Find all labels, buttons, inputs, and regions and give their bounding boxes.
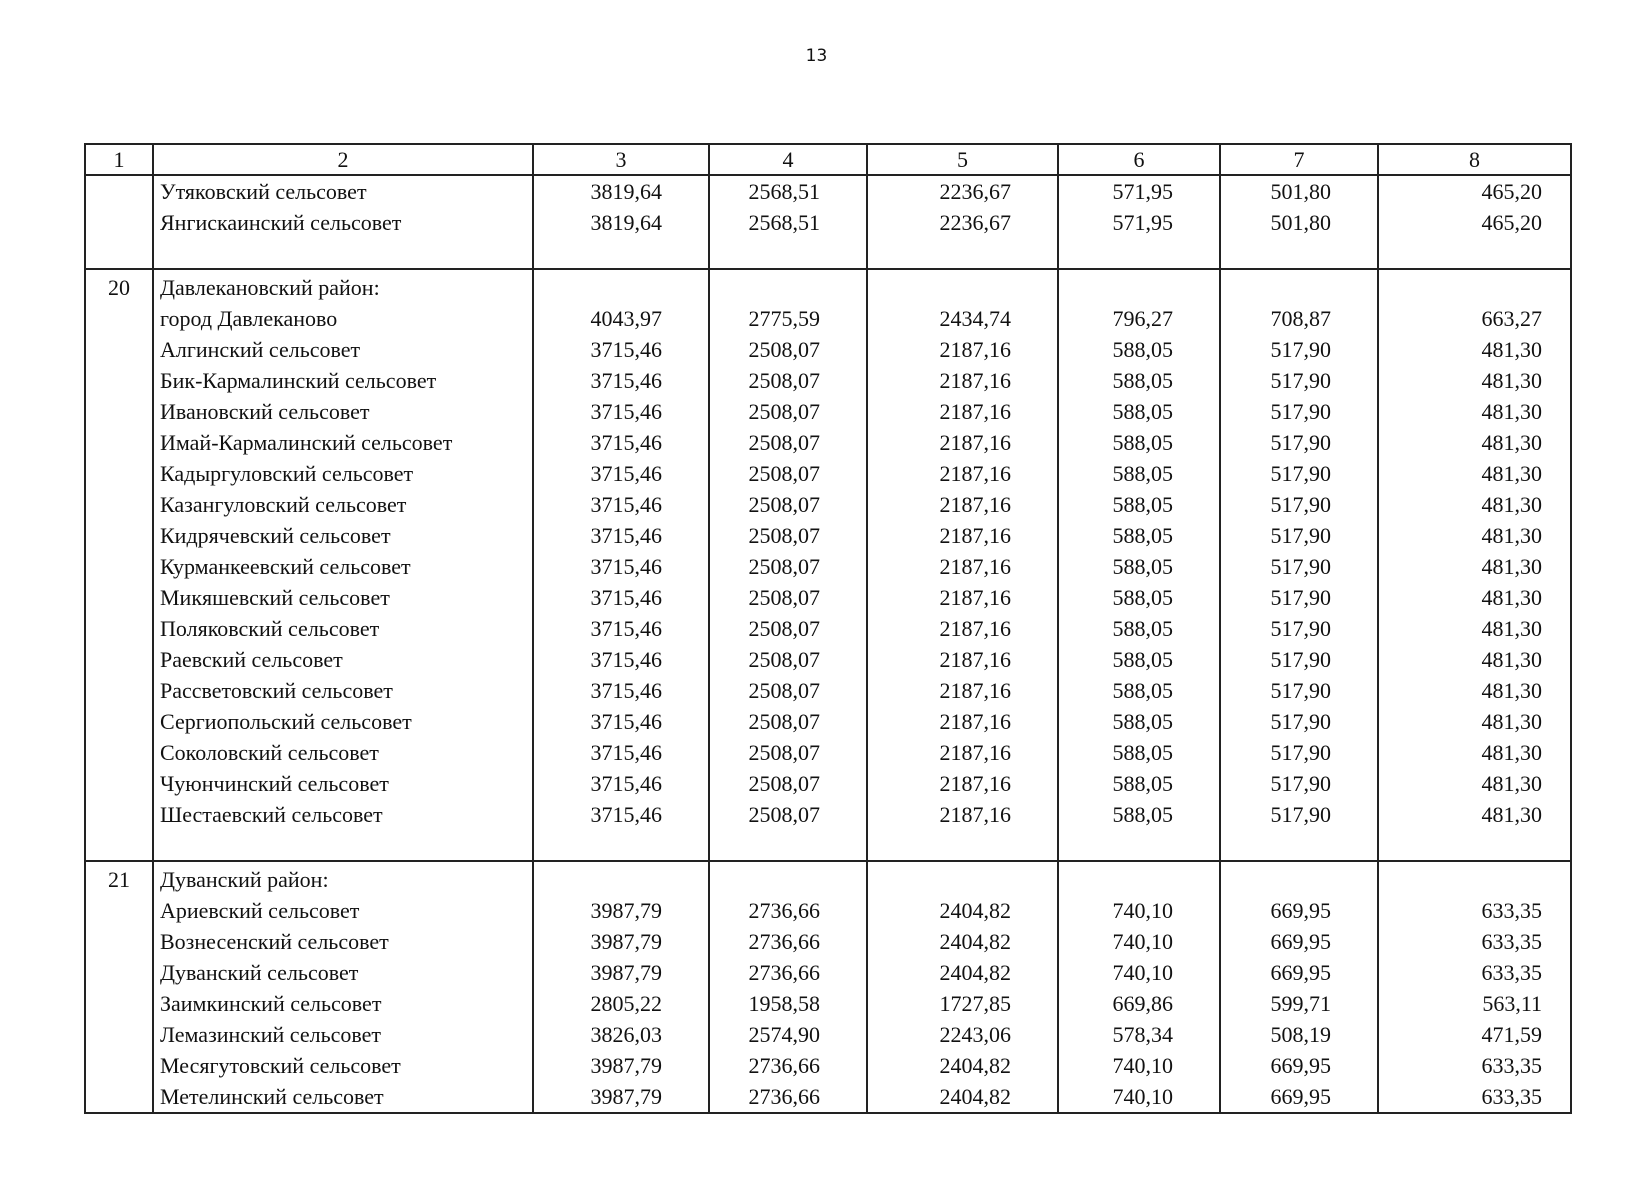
column-number-8: 8 [1378, 144, 1571, 175]
row-value-col5: 2187,16 [867, 737, 1058, 768]
row-value-col5: 2187,16 [867, 582, 1058, 613]
row-value-col3: 3715,46 [533, 799, 709, 830]
row-value-col3: 3715,46 [533, 706, 709, 737]
row-value-col8: 481,30 [1378, 365, 1571, 396]
table-row [85, 768, 1571, 799]
row-name: Чуюнчинский сельсовет [153, 768, 533, 799]
row-value-col8: 471,59 [1378, 1019, 1571, 1050]
column-number-5: 5 [867, 144, 1058, 175]
row-value-col7: 517,90 [1220, 365, 1378, 396]
spacer-cell [1378, 830, 1571, 861]
row-value-col6: 796,27 [1058, 303, 1220, 334]
row-value-col6: 588,05 [1058, 365, 1220, 396]
row-value-col6: 588,05 [1058, 644, 1220, 675]
row-value-col4: 2508,07 [709, 582, 867, 613]
table-row [85, 520, 1571, 551]
row-value-col7: 517,90 [1220, 644, 1378, 675]
row-name: Вознесенский сельсовет [153, 926, 533, 957]
row-value-col3: 3819,64 [533, 175, 709, 207]
row-name: Кадыргуловский сельсовет [153, 458, 533, 489]
row-index [85, 957, 153, 988]
row-name: Ариевский сельсовет [153, 895, 533, 926]
table-row [85, 737, 1571, 768]
column-number-2: 2 [153, 144, 533, 175]
row-name: Лемазинский сельсовет [153, 1019, 533, 1050]
row-value-col5: 2404,82 [867, 957, 1058, 988]
row-value-col4: 2508,07 [709, 768, 867, 799]
row-value-col5: 1727,85 [867, 988, 1058, 1019]
row-value-col6: 588,05 [1058, 675, 1220, 706]
row-value-col5: 2243,06 [867, 1019, 1058, 1050]
row-value-col4: 2508,07 [709, 365, 867, 396]
row-value-col6: 669,86 [1058, 988, 1220, 1019]
row-index [85, 926, 153, 957]
row-value-col5 [867, 861, 1058, 895]
row-value-col4: 2508,07 [709, 427, 867, 458]
row-value-col7: 669,95 [1220, 1050, 1378, 1081]
spacer-cell [533, 238, 709, 269]
row-name: Раевский сельсовет [153, 644, 533, 675]
row-value-col5: 2187,16 [867, 334, 1058, 365]
column-number-6: 6 [1058, 144, 1220, 175]
row-value-col7: 517,90 [1220, 551, 1378, 582]
row-value-col4: 2736,66 [709, 1050, 867, 1081]
row-value-col7 [1220, 861, 1378, 895]
row-name: Давлекановский район: [153, 269, 533, 303]
row-value-col8: 481,30 [1378, 768, 1571, 799]
row-value-col4: 2736,66 [709, 1081, 867, 1113]
row-name: Янгискаинский сельсовет [153, 207, 533, 238]
row-name: Поляковский сельсовет [153, 613, 533, 644]
row-value-col7: 517,90 [1220, 396, 1378, 427]
table-row [85, 706, 1571, 737]
table-row [85, 799, 1571, 830]
row-index [85, 458, 153, 489]
spacer-cell [1220, 830, 1378, 861]
row-index: 21 [85, 861, 153, 895]
row-value-col8: 633,35 [1378, 926, 1571, 957]
row-value-col8 [1378, 269, 1571, 303]
group-spacer-row [85, 830, 1571, 861]
row-value-col5: 2236,67 [867, 207, 1058, 238]
row-index [85, 489, 153, 520]
row-value-col5: 2187,16 [867, 675, 1058, 706]
rates-table [84, 143, 1572, 1114]
spacer-cell [153, 830, 533, 861]
row-name: Рассветовский сельсовет [153, 675, 533, 706]
row-value-col7: 669,95 [1220, 1081, 1378, 1113]
row-value-col4: 2508,07 [709, 520, 867, 551]
row-value-col8: 633,35 [1378, 1081, 1571, 1113]
row-index: 20 [85, 269, 153, 303]
row-name: Алгинский сельсовет [153, 334, 533, 365]
table-row [85, 207, 1571, 238]
row-index [85, 613, 153, 644]
row-value-col5: 2187,16 [867, 365, 1058, 396]
row-value-col5: 2187,16 [867, 644, 1058, 675]
row-index [85, 1081, 153, 1113]
row-index [85, 334, 153, 365]
table-row [85, 957, 1571, 988]
table-header-row [85, 144, 1571, 175]
row-value-col7: 669,95 [1220, 926, 1378, 957]
row-value-col3 [533, 269, 709, 303]
row-value-col8: 481,30 [1378, 644, 1571, 675]
table-row [85, 582, 1571, 613]
row-value-col3: 3715,46 [533, 551, 709, 582]
row-value-col4: 2508,07 [709, 334, 867, 365]
row-value-col6: 740,10 [1058, 1050, 1220, 1081]
row-name: Бик-Кармалинский сельсовет [153, 365, 533, 396]
spacer-cell [533, 830, 709, 861]
row-name: Микяшевский сельсовет [153, 582, 533, 613]
row-value-col3: 3715,46 [533, 737, 709, 768]
row-value-col5: 2236,67 [867, 175, 1058, 207]
row-value-col3: 3715,46 [533, 396, 709, 427]
row-value-col8: 481,30 [1378, 458, 1571, 489]
row-value-col6: 571,95 [1058, 207, 1220, 238]
table-row [85, 365, 1571, 396]
spacer-cell [709, 238, 867, 269]
row-value-col4: 2508,07 [709, 644, 867, 675]
row-value-col6: 588,05 [1058, 582, 1220, 613]
row-value-col3: 4043,97 [533, 303, 709, 334]
row-value-col6: 740,10 [1058, 1081, 1220, 1113]
row-value-col8: 481,30 [1378, 706, 1571, 737]
row-value-col4: 2775,59 [709, 303, 867, 334]
row-value-col4: 2508,07 [709, 489, 867, 520]
row-value-col3: 3819,64 [533, 207, 709, 238]
row-value-col4 [709, 269, 867, 303]
row-index [85, 303, 153, 334]
table-row [85, 427, 1571, 458]
spacer-cell [867, 830, 1058, 861]
row-value-col8: 481,30 [1378, 427, 1571, 458]
row-value-col4: 2508,07 [709, 737, 867, 768]
row-value-col4: 2508,07 [709, 706, 867, 737]
row-value-col6: 588,05 [1058, 706, 1220, 737]
row-index [85, 427, 153, 458]
row-name: Казангуловский сельсовет [153, 489, 533, 520]
row-value-col4: 2508,07 [709, 675, 867, 706]
row-value-col3: 3987,79 [533, 926, 709, 957]
row-value-col8: 563,11 [1378, 988, 1571, 1019]
row-name: Заимкинский сельсовет [153, 988, 533, 1019]
row-value-col8: 481,30 [1378, 489, 1571, 520]
row-value-col7: 517,90 [1220, 427, 1378, 458]
row-index [85, 1019, 153, 1050]
row-value-col8: 465,20 [1378, 175, 1571, 207]
row-value-col7: 517,90 [1220, 768, 1378, 799]
table-row [85, 489, 1571, 520]
table-row [85, 458, 1571, 489]
row-name: город Давлеканово [153, 303, 533, 334]
row-index [85, 175, 153, 207]
row-value-col5: 2187,16 [867, 520, 1058, 551]
row-index [85, 706, 153, 737]
row-name: Сергиопольский сельсовет [153, 706, 533, 737]
row-value-col6: 588,05 [1058, 396, 1220, 427]
row-name: Курманкеевский сельсовет [153, 551, 533, 582]
row-value-col6 [1058, 269, 1220, 303]
row-value-col7: 517,90 [1220, 613, 1378, 644]
row-value-col6: 588,05 [1058, 799, 1220, 830]
row-value-col8: 633,35 [1378, 895, 1571, 926]
column-number-3: 3 [533, 144, 709, 175]
row-value-col6: 740,10 [1058, 895, 1220, 926]
row-value-col8: 481,30 [1378, 737, 1571, 768]
row-value-col8: 481,30 [1378, 582, 1571, 613]
row-value-col7: 599,71 [1220, 988, 1378, 1019]
row-value-col6: 571,95 [1058, 175, 1220, 207]
row-index [85, 396, 153, 427]
row-value-col8: 481,30 [1378, 675, 1571, 706]
spacer-cell [85, 238, 153, 269]
row-index [85, 988, 153, 1019]
row-value-col3: 3715,46 [533, 675, 709, 706]
column-number-4: 4 [709, 144, 867, 175]
row-value-col4: 2508,07 [709, 396, 867, 427]
row-value-col7: 669,95 [1220, 957, 1378, 988]
row-value-col3 [533, 861, 709, 895]
row-name: Ивановский сельсовет [153, 396, 533, 427]
row-value-col4: 2508,07 [709, 799, 867, 830]
row-value-col3: 3987,79 [533, 1050, 709, 1081]
row-value-col7: 517,90 [1220, 799, 1378, 830]
table-row [85, 334, 1571, 365]
row-value-col7: 517,90 [1220, 520, 1378, 551]
row-value-col5: 2404,82 [867, 1050, 1058, 1081]
row-value-col4: 2574,90 [709, 1019, 867, 1050]
table-row [85, 1050, 1571, 1081]
row-value-col6: 588,05 [1058, 613, 1220, 644]
row-value-col8: 633,35 [1378, 1050, 1571, 1081]
row-value-col5: 2187,16 [867, 427, 1058, 458]
row-index [85, 1050, 153, 1081]
row-value-col7: 501,80 [1220, 207, 1378, 238]
row-value-col3: 3715,46 [533, 613, 709, 644]
row-value-col3: 3715,46 [533, 458, 709, 489]
spacer-cell [1378, 238, 1571, 269]
column-number-7: 7 [1220, 144, 1378, 175]
row-name: Утяковский сельсовет [153, 175, 533, 207]
row-value-col8: 465,20 [1378, 207, 1571, 238]
row-value-col5: 2187,16 [867, 706, 1058, 737]
row-value-col8: 663,27 [1378, 303, 1571, 334]
row-index [85, 675, 153, 706]
row-value-col4: 2568,51 [709, 207, 867, 238]
row-value-col7: 517,90 [1220, 458, 1378, 489]
row-value-col8: 481,30 [1378, 334, 1571, 365]
row-index [85, 207, 153, 238]
row-name: Метелинский сельсовет [153, 1081, 533, 1113]
row-name: Соколовский сельсовет [153, 737, 533, 768]
row-value-col8: 481,30 [1378, 613, 1571, 644]
table-row [85, 644, 1571, 675]
row-name: Кидрячевский сельсовет [153, 520, 533, 551]
row-value-col5: 2187,16 [867, 396, 1058, 427]
row-name: Месягутовский сельсовет [153, 1050, 533, 1081]
row-index [85, 895, 153, 926]
row-value-col5: 2404,82 [867, 895, 1058, 926]
row-value-col4: 2568,51 [709, 175, 867, 207]
row-value-col3: 3715,46 [533, 644, 709, 675]
spacer-cell [1220, 238, 1378, 269]
row-index [85, 737, 153, 768]
table-row [85, 175, 1571, 207]
row-index [85, 365, 153, 396]
table-row [85, 675, 1571, 706]
row-value-col7: 517,90 [1220, 582, 1378, 613]
row-value-col6: 588,05 [1058, 334, 1220, 365]
row-value-col7: 669,95 [1220, 895, 1378, 926]
row-index [85, 582, 153, 613]
spacer-cell [1058, 238, 1220, 269]
row-value-col3: 2805,22 [533, 988, 709, 1019]
spacer-cell [153, 238, 533, 269]
row-value-col3: 3715,46 [533, 489, 709, 520]
page-number: 13 [805, 46, 828, 66]
row-value-col7: 501,80 [1220, 175, 1378, 207]
table-row [85, 269, 1571, 303]
row-value-col5: 2187,16 [867, 613, 1058, 644]
table-row [85, 303, 1571, 334]
spacer-cell [709, 830, 867, 861]
row-index [85, 768, 153, 799]
row-index [85, 799, 153, 830]
spacer-cell [85, 830, 153, 861]
row-name: Имай-Кармалинский сельсовет [153, 427, 533, 458]
row-value-col4: 1958,58 [709, 988, 867, 1019]
row-value-col3: 3715,46 [533, 582, 709, 613]
table-row [85, 895, 1571, 926]
row-value-col6: 588,05 [1058, 551, 1220, 582]
row-value-col6: 588,05 [1058, 427, 1220, 458]
row-value-col3: 3715,46 [533, 768, 709, 799]
table-row [85, 861, 1571, 895]
row-value-col5: 2187,16 [867, 551, 1058, 582]
row-value-col3: 3715,46 [533, 520, 709, 551]
row-value-col3: 3987,79 [533, 1081, 709, 1113]
table-row [85, 396, 1571, 427]
row-value-col6: 740,10 [1058, 957, 1220, 988]
column-number-1: 1 [85, 144, 153, 175]
row-value-col4: 2508,07 [709, 551, 867, 582]
row-value-col7: 517,90 [1220, 706, 1378, 737]
row-value-col3: 3826,03 [533, 1019, 709, 1050]
row-value-col4: 2736,66 [709, 957, 867, 988]
row-value-col8: 481,30 [1378, 551, 1571, 582]
row-value-col5: 2404,82 [867, 926, 1058, 957]
group-spacer-row [85, 238, 1571, 269]
row-index [85, 551, 153, 582]
row-value-col3: 3715,46 [533, 365, 709, 396]
row-value-col5: 2434,74 [867, 303, 1058, 334]
spacer-cell [867, 238, 1058, 269]
table-row [85, 1019, 1571, 1050]
row-value-col7: 508,19 [1220, 1019, 1378, 1050]
row-value-col3: 3715,46 [533, 334, 709, 365]
row-value-col4: 2736,66 [709, 895, 867, 926]
row-value-col5: 2187,16 [867, 489, 1058, 520]
row-value-col4 [709, 861, 867, 895]
row-value-col7 [1220, 269, 1378, 303]
row-value-col6 [1058, 861, 1220, 895]
table-row [85, 926, 1571, 957]
row-value-col6: 588,05 [1058, 520, 1220, 551]
row-value-col6: 578,34 [1058, 1019, 1220, 1050]
row-value-col8 [1378, 861, 1571, 895]
spacer-cell [1058, 830, 1220, 861]
row-value-col4: 2508,07 [709, 613, 867, 644]
row-value-col7: 708,87 [1220, 303, 1378, 334]
row-value-col8: 481,30 [1378, 799, 1571, 830]
table-row [85, 988, 1571, 1019]
row-value-col3: 3715,46 [533, 427, 709, 458]
row-value-col3: 3987,79 [533, 895, 709, 926]
row-value-col7: 517,90 [1220, 675, 1378, 706]
row-value-col6: 588,05 [1058, 768, 1220, 799]
table-row [85, 1081, 1571, 1113]
row-index [85, 520, 153, 551]
row-value-col6: 588,05 [1058, 489, 1220, 520]
row-value-col8: 633,35 [1378, 957, 1571, 988]
row-value-col6: 588,05 [1058, 737, 1220, 768]
table-row [85, 551, 1571, 582]
row-value-col5: 2187,16 [867, 799, 1058, 830]
row-value-col7: 517,90 [1220, 489, 1378, 520]
row-name: Дуванский район: [153, 861, 533, 895]
row-value-col8: 481,30 [1378, 520, 1571, 551]
row-name: Шестаевский сельсовет [153, 799, 533, 830]
row-index [85, 644, 153, 675]
row-value-col3: 3987,79 [533, 957, 709, 988]
row-value-col4: 2508,07 [709, 458, 867, 489]
row-value-col8: 481,30 [1378, 396, 1571, 427]
row-value-col4: 2736,66 [709, 926, 867, 957]
row-value-col5: 2404,82 [867, 1081, 1058, 1113]
row-value-col5 [867, 269, 1058, 303]
row-name: Дуванский сельсовет [153, 957, 533, 988]
row-value-col5: 2187,16 [867, 768, 1058, 799]
row-value-col5: 2187,16 [867, 458, 1058, 489]
row-value-col6: 740,10 [1058, 926, 1220, 957]
row-value-col7: 517,90 [1220, 737, 1378, 768]
row-value-col6: 588,05 [1058, 458, 1220, 489]
row-value-col7: 517,90 [1220, 334, 1378, 365]
table-row [85, 613, 1571, 644]
